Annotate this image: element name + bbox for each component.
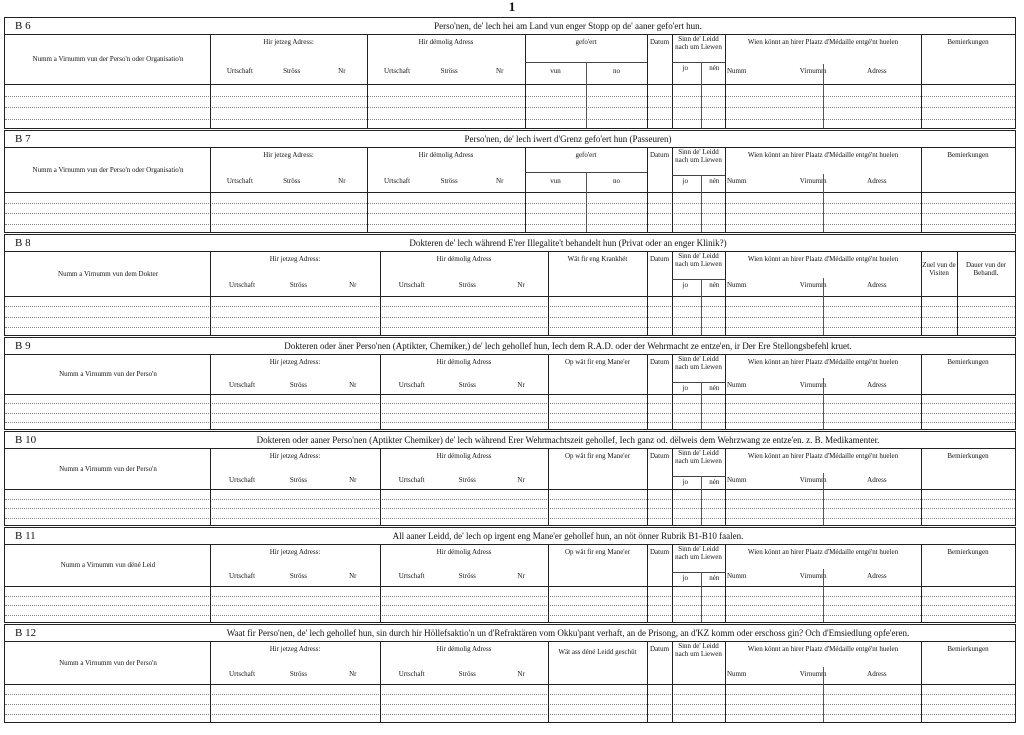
former-address-header: Hir démolig Adress [436, 358, 492, 366]
treatment-duration-header: Dauer vun der Behandl. [965, 261, 1007, 277]
remarks-header: Bemierkungen [947, 358, 989, 366]
remarks-header: Bemierkungen [947, 452, 989, 460]
recipient-divider [823, 667, 824, 722]
column-divider [210, 641, 211, 722]
column-divider [672, 34, 673, 128]
entry-row-line [5, 203, 1015, 204]
town-label: Urtschaft [384, 67, 411, 75]
current-address-header: Hir jetzeg Adress: [269, 358, 321, 366]
street-label: Ströss [440, 67, 458, 75]
from-label: vun [550, 177, 561, 185]
section-code: B 12 [15, 627, 37, 639]
entry-row-line [5, 704, 1015, 705]
number-label: Nr [349, 670, 357, 678]
alive-header: Sinn de' Leidd nach um Liewen [675, 449, 722, 465]
column-divider [725, 251, 726, 335]
entry-row-line [5, 596, 1015, 597]
column-name: Numm a Virnumm vun der Perso'n oder Organisatio'n [32, 55, 184, 63]
section-title: Waat fir Perso'nen, de' lech gehollef hun, sin durch hir Höllefsaktio'n un d'Refraktären vom Okku'pant verhaft, an de Prisong, an d'KZ komm oder erschoss gin? Och d'Emsiedlung opfe'eren. [226, 628, 910, 638]
street-label: Ströss [289, 281, 307, 289]
recipient-divider [823, 278, 824, 335]
recipient-name-label: Numm [727, 572, 747, 580]
no-label: nén [709, 478, 720, 486]
section-header [5, 432, 1015, 449]
header-bottom-line [5, 684, 1015, 685]
column-divider [647, 34, 648, 128]
column-divider [380, 251, 381, 335]
current-address-header: Hir jetzeg Adress: [263, 38, 314, 46]
alive-header: Sinn de' Leidd nach um Liewen [675, 355, 722, 371]
entry-row-line [5, 119, 1015, 120]
yes-label: jo [682, 478, 688, 486]
transported-header: gefo'ert [575, 151, 597, 159]
recipient-divider [823, 473, 824, 525]
date-header: Datum [649, 645, 670, 653]
street-label: Ströss [458, 670, 476, 678]
header-bottom-line [5, 586, 1015, 587]
medal-recipient-header: Wien könnt an hirer Plaatz d'Médaille entgé'nt huelen [747, 645, 899, 653]
recipient-divider [823, 174, 824, 232]
town-label: Urtschaft [226, 67, 253, 75]
to-label: no [613, 67, 620, 75]
yes-label: jo [682, 574, 688, 582]
section-b-7 [4, 130, 1016, 233]
town-label: Urtschaft [398, 476, 425, 484]
section-b-9 [4, 337, 1016, 430]
section-title: Dokteren de' lech während E'rer Illegalite't behandelt hun (Privat oder an enger Klinik?) [409, 238, 727, 248]
section-title: All aaner Leidd, de' lech op irgent eng Mane'er gehollef hun, an nöt önner Rubrik B1-B10 faalen. [392, 531, 744, 541]
entry-row-line [5, 422, 1015, 423]
entry-row-line [5, 224, 1015, 225]
column-divider [725, 641, 726, 722]
street-label: Ströss [289, 572, 307, 580]
current-address-header: Hir jetzeg Adress: [263, 151, 314, 159]
date-header: Datum [649, 358, 670, 366]
recipient-name-label: Numm [727, 67, 747, 75]
column-divider [725, 34, 726, 128]
yes-label: jo [682, 64, 688, 72]
current-address-header: Hir jetzeg Adress: [269, 548, 321, 556]
medal-recipient-header: Wien könnt an hirer Plaatz d'Médaille entgé'nt huelen [747, 548, 899, 556]
former-address-header: Hir démolig Adress [418, 38, 474, 46]
entry-row-line [5, 213, 1015, 214]
entry-row-line [5, 306, 1015, 307]
no-label: nén [709, 384, 720, 392]
column-divider [647, 251, 648, 335]
entry-row-line [5, 714, 1015, 715]
yes-label: jo [682, 384, 688, 392]
header-bottom-line [5, 192, 1015, 193]
number-label: Nr [517, 476, 525, 484]
header-bottom-line [5, 296, 1015, 297]
recipient-address-label: Adress [867, 67, 887, 75]
former-address-header: Hir démolig Adress [436, 548, 492, 556]
alive-subline [672, 382, 725, 383]
street-label: Ströss [458, 476, 476, 484]
number-label: Nr [517, 670, 525, 678]
entry-row-line [5, 499, 1015, 500]
column-divider [672, 251, 673, 335]
former-address-header: Hir démolig Adress [436, 255, 492, 263]
column-divider [525, 34, 526, 128]
recipient-firstname-label: Virnumm [799, 281, 827, 289]
town-label: Urtschaft [226, 177, 253, 185]
medal-recipient-header: Wien könnt an hirer Plaatz d'Médaille entgé'nt huelen [747, 255, 899, 263]
street-label: Ströss [289, 381, 307, 389]
entry-row-line [5, 413, 1015, 414]
date-header: Datum [649, 38, 670, 46]
visits-header: Zuel vun de Visiten [922, 261, 956, 277]
section-header [5, 131, 1015, 148]
recipient-firstname-label: Virnumm [799, 572, 827, 580]
manner-header: Op wät fir eng Mane'er [564, 452, 630, 460]
section-header [5, 18, 1015, 35]
illness-header: Wät fir eng Krankhét [567, 255, 628, 263]
column-divider [367, 147, 368, 232]
section-title: Perso'nen, de' lech hei am Land vun enger Stopp op de' aaner gefo'ert hun. [434, 21, 702, 31]
header-bottom-line [5, 84, 1015, 85]
number-label: Nr [496, 177, 504, 185]
entry-row-line [5, 96, 1015, 97]
number-label: Nr [349, 381, 357, 389]
column-name: Numm a Virnumm vun der Perso'n [59, 659, 157, 667]
recipient-address-label: Adress [867, 381, 887, 389]
street-label: Ströss [440, 177, 458, 185]
number-label: Nr [496, 67, 504, 75]
recipient-address-label: Adress [867, 572, 887, 580]
column-divider [921, 34, 922, 128]
section-code: B 6 [15, 20, 31, 32]
alive-subline [672, 279, 725, 280]
recipient-address-label: Adress [867, 476, 887, 484]
number-label: Nr [349, 476, 357, 484]
column-name: Numm a Virnumm vun der Perso'n [59, 465, 157, 473]
alive-header: Sinn de' Leidd nach um Liewen [675, 642, 722, 658]
column-divider [210, 251, 211, 335]
column-divider [647, 147, 648, 232]
current-address-header: Hir jetzeg Adress: [269, 645, 321, 653]
street-label: Ströss [458, 281, 476, 289]
section-b-6 [4, 17, 1016, 129]
town-label: Urtschaft [398, 381, 425, 389]
medal-recipient-header: Wien könnt an hirer Plaatz d'Médaille entgé'nt huelen [747, 151, 899, 159]
number-label: Nr [517, 572, 525, 580]
column-divider [672, 448, 673, 525]
alive-header: Sinn de' Leidd nach um Liewen [675, 35, 722, 51]
number-label: Nr [338, 67, 346, 75]
section-header [5, 235, 1015, 252]
no-label: nén [709, 177, 720, 185]
column-divider [380, 641, 381, 722]
number-label: Nr [338, 177, 346, 185]
alive-subline [672, 62, 725, 63]
recipient-name-label: Numm [727, 476, 747, 484]
section-code: B 8 [15, 237, 31, 249]
manner-header: Op wät fir eng Mane'er [564, 548, 630, 556]
recipient-address-label: Adress [867, 670, 887, 678]
number-label: Nr [517, 381, 525, 389]
section-b-10 [4, 431, 1016, 526]
column-divider [210, 147, 211, 232]
column-divider [525, 147, 526, 232]
town-label: Urtschaft [229, 281, 256, 289]
alive-subline [672, 175, 725, 176]
date-header: Datum [649, 548, 670, 556]
yes-label: jo [682, 177, 688, 185]
alive-subline [672, 572, 725, 573]
page-number: 1 [508, 0, 516, 14]
section-code: B 9 [15, 340, 31, 352]
date-header: Datum [649, 255, 670, 263]
recipient-firstname-label: Virnumm [799, 381, 827, 389]
header-bottom-line [5, 394, 1015, 395]
street-label: Ströss [458, 572, 476, 580]
recipient-address-label: Adress [867, 177, 887, 185]
from-label: vun [550, 67, 561, 75]
section-header [5, 625, 1015, 642]
column-divider [725, 544, 726, 622]
remarks-header: Bemierkungen [947, 548, 989, 556]
section-code: B 10 [15, 434, 37, 446]
number-label: Nr [349, 281, 357, 289]
town-label: Urtschaft [398, 670, 425, 678]
section-title: Perso'nen, de' lech iwert d'Grenz gefo'ert hun (Passeuren) [464, 134, 672, 144]
entry-row-line [5, 327, 1015, 328]
street-label: Ströss [283, 177, 301, 185]
town-label: Urtschaft [229, 670, 256, 678]
medal-recipient-header: Wien könnt an hirer Plaatz d'Médaille entgé'nt huelen [747, 358, 899, 366]
no-label: nén [709, 281, 720, 289]
column-divider [367, 34, 368, 128]
former-address-header: Hir démolig Adress [418, 151, 474, 159]
section-b-8 [4, 234, 1016, 336]
section-header [5, 528, 1015, 545]
recipient-name-label: Numm [727, 281, 747, 289]
no-label: nén [709, 64, 720, 72]
entry-row-line [5, 518, 1015, 519]
current-address-header: Hir jetzeg Adress: [269, 452, 321, 460]
medal-recipient-header: Wien könnt an hirer Plaatz d'Médaille entgé'nt huelen [747, 38, 899, 46]
entry-row-line [5, 107, 1015, 108]
date-header: Datum [649, 452, 670, 460]
alive-header: Sinn de' Leidd nach um Liewen [675, 148, 722, 164]
column-divider [672, 147, 673, 232]
street-label: Ströss [283, 67, 301, 75]
column-divider [647, 641, 648, 722]
entry-row-line [5, 403, 1015, 404]
section-title: Dokteren oder äner Perso'nen (Aptikter, Chemiker,) de' lech gehollef hun, Iech dem R.A.D. oder der Wehrmacht ze entze'en, ir Der Ere Stellongsbefehl kruet. [284, 341, 852, 351]
column-divider [921, 147, 922, 232]
header-bottom-line [5, 489, 1015, 490]
section-code: B 7 [15, 133, 31, 145]
section-code: B 11 [15, 530, 36, 542]
recipient-divider [823, 569, 824, 622]
recipient-firstname-label: Virnumm [799, 670, 827, 678]
remarks-header: Bemierkungen [947, 645, 989, 653]
recipient-name-label: Numm [727, 381, 747, 389]
column-name: Numm a Virnumm vun der Perso'n [59, 370, 157, 378]
remarks-header: Bemierkungen [947, 151, 989, 159]
remarks-header: Bemierkungen [947, 38, 989, 46]
column-divider [548, 251, 549, 335]
entry-row-line [5, 694, 1015, 695]
recipient-firstname-label: Virnumm [799, 67, 827, 75]
number-label: Nr [517, 281, 525, 289]
column-divider [725, 448, 726, 525]
section-header [5, 338, 1015, 355]
alive-subline [672, 476, 725, 477]
town-label: Urtschaft [229, 381, 256, 389]
street-label: Ströss [458, 381, 476, 389]
current-address-header: Hir jetzeg Adress: [269, 255, 321, 263]
entry-row-line [5, 605, 1015, 606]
column-divider [672, 641, 673, 722]
recipient-firstname-label: Virnumm [799, 476, 827, 484]
entry-row-line [5, 317, 1015, 318]
column-divider [725, 147, 726, 232]
alive-header: Sinn de' Leidd nach um Liewen [675, 545, 722, 561]
column-name: Numm a Virnumm vun der Perso'n oder Organisatio'n [32, 166, 184, 174]
town-label: Urtschaft [229, 572, 256, 580]
former-address-header: Hir démolig Adress [436, 645, 492, 653]
transported-header: gefo'ert [575, 38, 597, 46]
entry-row-line [5, 615, 1015, 616]
number-label: Nr [349, 572, 357, 580]
column-name: Numm a Virnumm vun dem Dokter [58, 270, 158, 278]
street-label: Ströss [289, 476, 307, 484]
section-title: Dokteren oder aaner Perso'nen (Aptikter Chemiker) de' lech während Erer Wehrmachtszeit gehollef, Iech ganz od. dëlweis dem Wehrzwang ze entze'en. z. B. Medikamenter. [256, 435, 880, 445]
entry-row-line [5, 508, 1015, 509]
town-label: Urtschaft [398, 281, 425, 289]
column-divider [921, 641, 922, 722]
section-b-12 [4, 624, 1016, 723]
street-label: Ströss [289, 670, 307, 678]
what-happened-header: Wät ass déné Leidd geschüt [558, 648, 637, 656]
town-label: Urtschaft [384, 177, 411, 185]
recipient-address-label: Adress [867, 281, 887, 289]
recipient-firstname-label: Virnumm [799, 177, 827, 185]
yes-label: jo [682, 281, 688, 289]
recipient-name-label: Numm [727, 670, 747, 678]
recipient-name-label: Numm [727, 177, 747, 185]
no-label: nén [709, 574, 720, 582]
section-b-11 [4, 527, 1016, 623]
recipient-divider [823, 64, 824, 128]
alive-header: Sinn de' Leidd nach um Liewen [675, 252, 722, 268]
column-name: Numm a Virnumm vun dëné Leid [60, 561, 156, 569]
town-label: Urtschaft [229, 476, 256, 484]
to-label: no [613, 177, 620, 185]
date-header: Datum [649, 151, 670, 159]
town-label: Urtschaft [398, 572, 425, 580]
column-divider [672, 544, 673, 622]
column-divider [210, 34, 211, 128]
former-address-header: Hir démolig Adress [436, 452, 492, 460]
manner-header: Op wät fir eng Mane'er [564, 358, 630, 366]
recipient-divider [823, 378, 824, 429]
medal-recipient-header: Wien könnt an hirer Plaatz d'Médaille entgé'nt huelen [747, 452, 899, 460]
